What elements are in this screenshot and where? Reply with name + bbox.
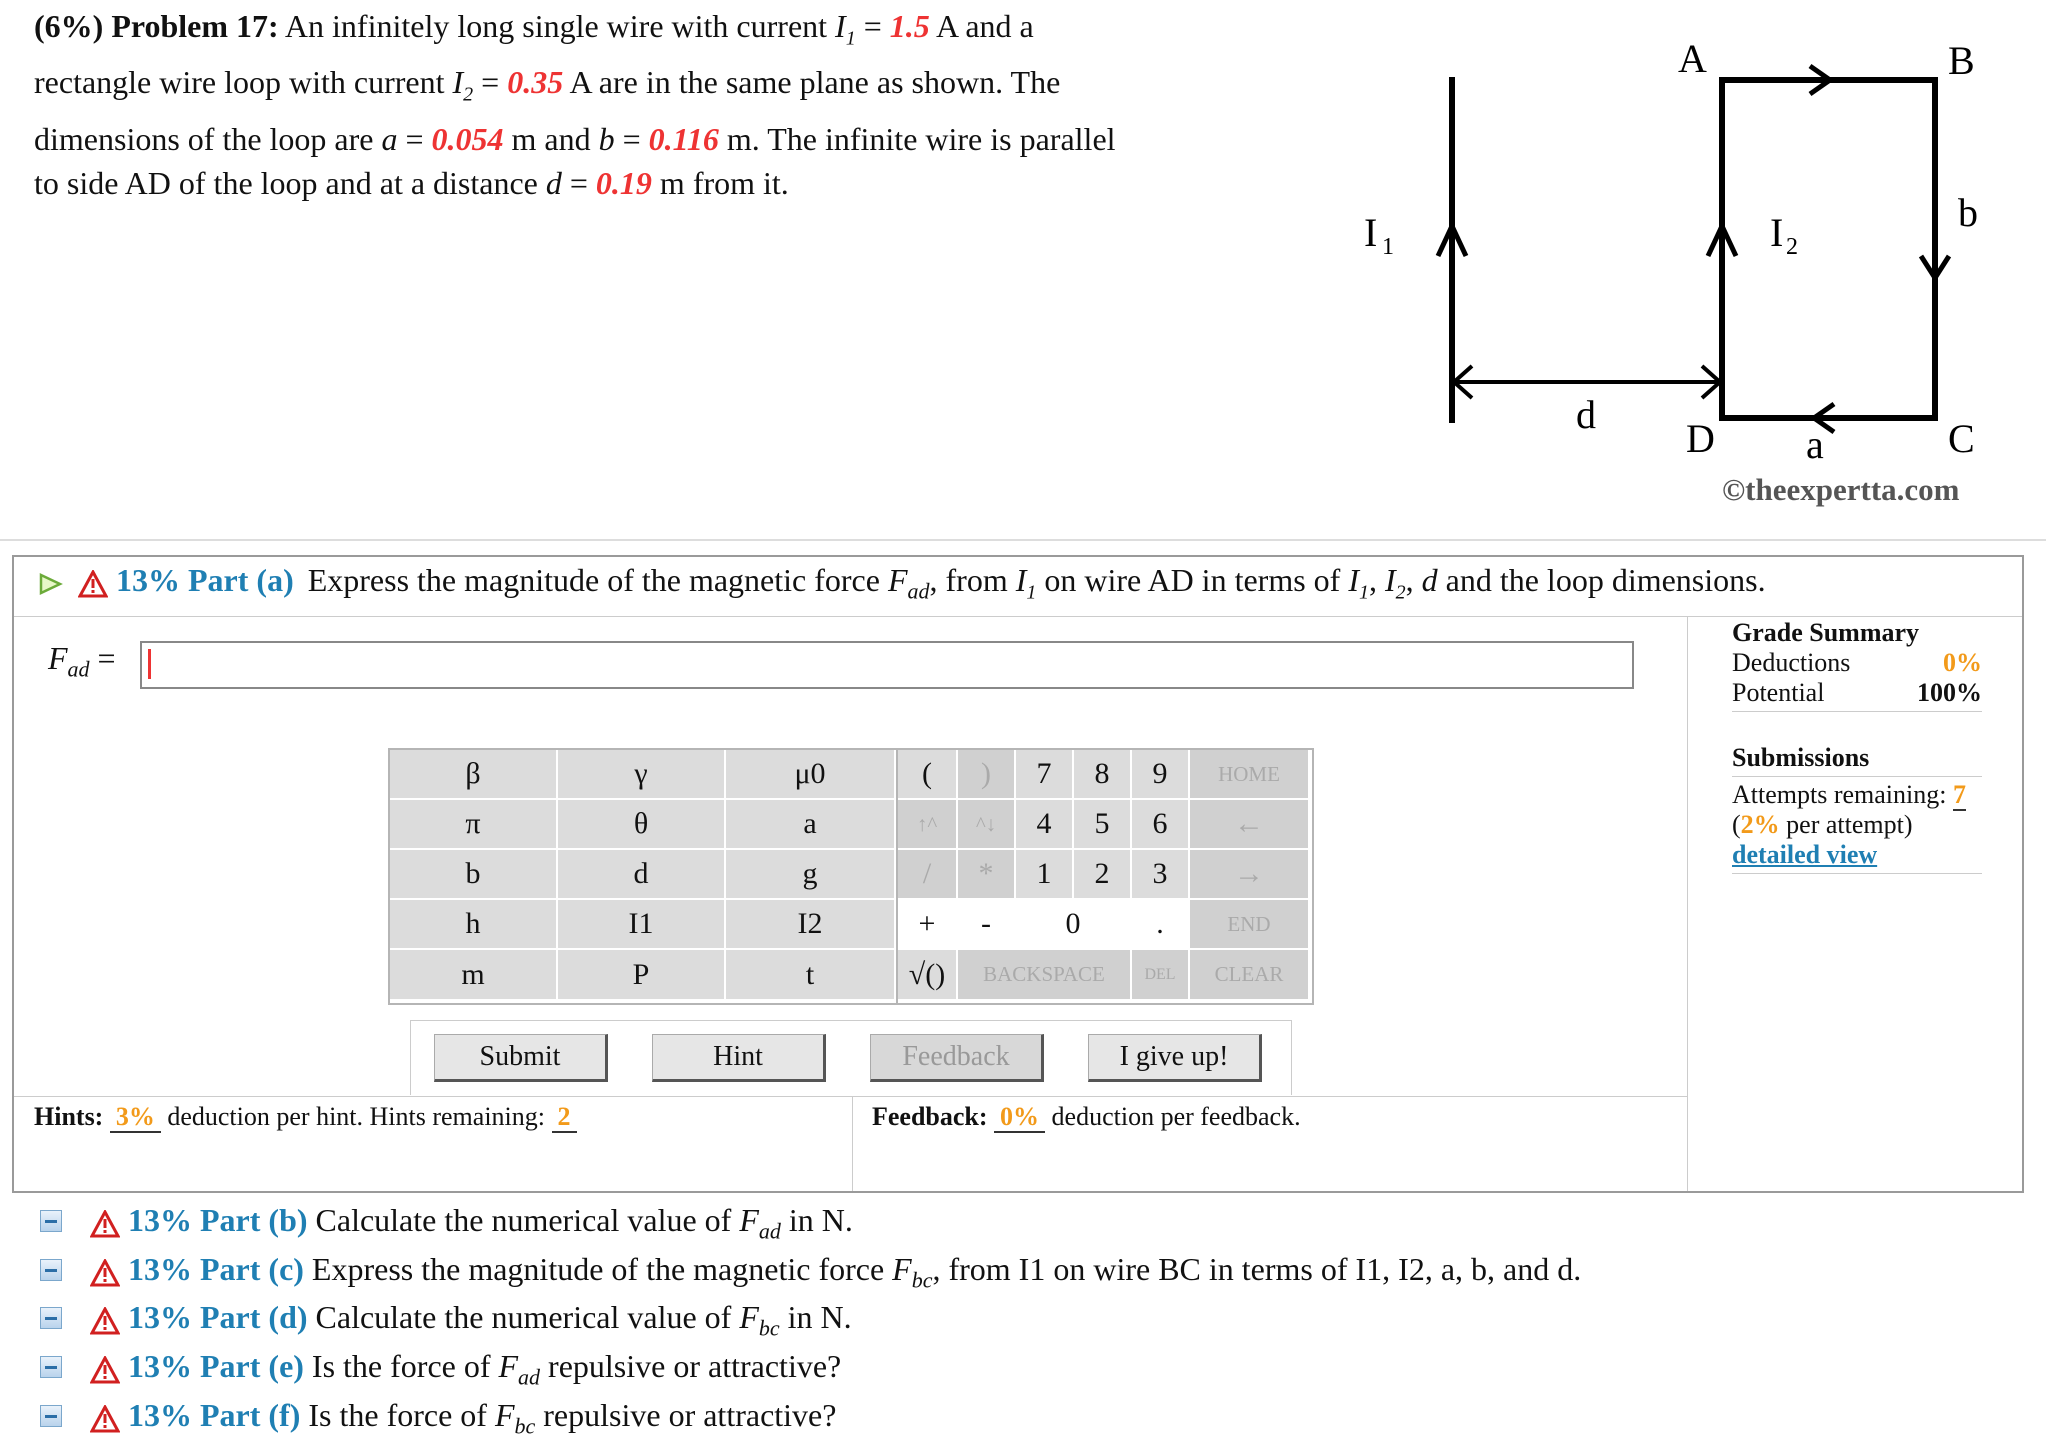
part-a-header-divider: [14, 616, 2022, 617]
play-icon[interactable]: [38, 572, 64, 596]
key-close-paren[interactable]: ): [958, 750, 1016, 800]
key-plus[interactable]: +: [898, 900, 958, 950]
grade-column-divider: [1687, 616, 1688, 1191]
deductions-value: 0%: [1943, 648, 1982, 677]
key-mu0[interactable]: μ0: [726, 750, 896, 800]
label-c-corner: C: [1948, 416, 1975, 461]
problem-number: (6%) Problem 17:: [34, 8, 279, 44]
label-d-corner: D: [1686, 416, 1715, 461]
symbol-keypad: [388, 748, 900, 1005]
key-superscript-up[interactable]: ↑^: [898, 800, 958, 850]
key-h[interactable]: h: [390, 900, 558, 950]
key-sqrt[interactable]: √(): [898, 950, 958, 1001]
key-d[interactable]: d: [558, 850, 726, 900]
text-cursor: [148, 649, 151, 679]
hint-deduction: 3%: [110, 1102, 161, 1133]
key-4[interactable]: 4: [1016, 800, 1074, 850]
label-b-side: b: [1958, 190, 1978, 235]
key-gamma[interactable]: γ: [558, 750, 726, 800]
expand-icon[interactable]: [40, 1405, 62, 1427]
key-3[interactable]: 3: [1132, 850, 1190, 900]
warning-icon: [78, 570, 108, 598]
key-7[interactable]: 7: [1016, 750, 1074, 800]
distance-d-value: 0.19: [595, 164, 652, 201]
key-9[interactable]: 9: [1132, 750, 1190, 800]
key-i2[interactable]: I2: [726, 900, 896, 950]
key-p[interactable]: P: [558, 950, 726, 1001]
key-t[interactable]: t: [726, 950, 896, 1001]
detailed-view-link[interactable]: detailed view: [1732, 840, 1878, 869]
key-8[interactable]: 8: [1074, 750, 1132, 800]
hint-button[interactable]: Hint: [652, 1034, 826, 1082]
key-theta[interactable]: θ: [558, 800, 726, 850]
key-multiply[interactable]: *: [958, 850, 1016, 900]
wire-loop-diagram: [1340, 20, 2030, 520]
hints-feedback-divider: [852, 1096, 853, 1191]
key-m[interactable]: m: [390, 950, 558, 1001]
submit-button[interactable]: Submit: [434, 1034, 608, 1082]
key-i1[interactable]: I1: [558, 900, 726, 950]
key-5[interactable]: 5: [1074, 800, 1132, 850]
answer-label: $F_{ad}$ =: [48, 640, 116, 682]
part-a-percent: 13%: [116, 562, 180, 598]
expand-icon[interactable]: [40, 1356, 62, 1378]
potential-value: 100%: [1917, 678, 1982, 707]
current-i2-value: 0.35: [507, 64, 564, 101]
key-open-paren[interactable]: (: [898, 750, 958, 800]
label-i2: I: [1770, 210, 1784, 255]
dimension-b-value: 0.116: [648, 120, 719, 157]
key-minus[interactable]: -: [958, 900, 1016, 950]
key-decimal[interactable]: .: [1132, 900, 1190, 950]
part-a-label: Part (a): [188, 562, 294, 598]
key-1[interactable]: 1: [1016, 850, 1074, 900]
key-home[interactable]: HOME: [1190, 750, 1310, 800]
key-backspace[interactable]: BACKSPACE: [958, 950, 1132, 1001]
key-beta[interactable]: β: [390, 750, 558, 800]
expand-icon[interactable]: [40, 1259, 62, 1281]
key-del[interactable]: DEL: [1132, 950, 1190, 1001]
label-i1-sub: 1: [1382, 234, 1394, 260]
feedback-deduction: 0%: [994, 1102, 1045, 1133]
hints-remaining: 2: [552, 1102, 577, 1133]
answer-input[interactable]: [140, 641, 1634, 689]
part-a-header[interactable]: 13% Part (a) Express the magnitude of the magnetic force $F_{ad}$, from $I_1$ on wire AD in terms of $I_1$, $I_2$, d and the loop dimensions.: [38, 562, 1766, 604]
give-up-button[interactable]: I give up!: [1088, 1034, 1262, 1082]
label-i2-sub: 2: [1786, 234, 1798, 260]
feedback-info: Feedback: 0% deduction per feedback.: [872, 1102, 1301, 1131]
label-b-corner: B: [1948, 38, 1975, 83]
label-a-corner: A: [1678, 36, 1707, 81]
key-clear[interactable]: CLEAR: [1190, 950, 1310, 1001]
grade-summary: Grade Summary Deductions 0% Potential 100% Submissions Attempts remaining: 7 (2% per attempt) detailed view: [1732, 618, 1982, 877]
warning-icon: [90, 1259, 120, 1287]
label-i1: I: [1364, 210, 1378, 255]
key-b[interactable]: b: [390, 850, 558, 900]
key-0[interactable]: 0: [1016, 900, 1132, 950]
hints-info: Hints: 3% deduction per hint. Hints remaining: 2: [34, 1102, 577, 1132]
key-left-arrow[interactable]: ←: [1190, 800, 1310, 850]
current-i1-value: 1.5: [889, 8, 930, 44]
key-2[interactable]: 2: [1074, 850, 1132, 900]
label-d-distance: d: [1576, 392, 1596, 437]
expand-icon[interactable]: [40, 1307, 62, 1329]
per-attempt-deduction: 2%: [1740, 810, 1780, 839]
key-superscript-down[interactable]: ^↓: [958, 800, 1016, 850]
divider: [0, 539, 2046, 541]
expand-icon[interactable]: [40, 1210, 62, 1232]
numeric-keypad: [896, 748, 1314, 1005]
key-pi[interactable]: π: [390, 800, 558, 850]
copyright-text: ©theexpertta.com: [1722, 472, 1960, 507]
key-end[interactable]: END: [1190, 900, 1310, 950]
rectangular-loop: [1722, 80, 1935, 418]
key-a[interactable]: a: [726, 800, 896, 850]
problem-statement: (6%) Problem 17: An infinitely long single wire with current $I_1 = 1.5$ A and a rectangle wire loop with current $I_2 = 0.35$ A are in the same plane as shown. The dimensions of the loop are a = 0.054 m and b = 0.116 m. The infinite wire is parallel to side AD of the loop and at a distance d = 0.19 m from it.: [34, 8, 1116, 201]
dimension-a-value: 0.054: [431, 120, 504, 157]
label-a-side: a: [1806, 422, 1824, 467]
feedback-button[interactable]: Feedback: [870, 1034, 1044, 1082]
warning-icon: [90, 1307, 120, 1335]
hints-divider: [14, 1096, 1688, 1097]
key-g[interactable]: g: [726, 850, 896, 900]
key-6[interactable]: 6: [1132, 800, 1190, 850]
key-right-arrow[interactable]: →: [1190, 850, 1310, 900]
warning-icon: [90, 1210, 120, 1238]
key-divide[interactable]: /: [898, 850, 958, 900]
warning-icon: [90, 1356, 120, 1384]
warning-icon: [90, 1405, 120, 1433]
attempts-remaining: 7: [1952, 780, 1966, 809]
